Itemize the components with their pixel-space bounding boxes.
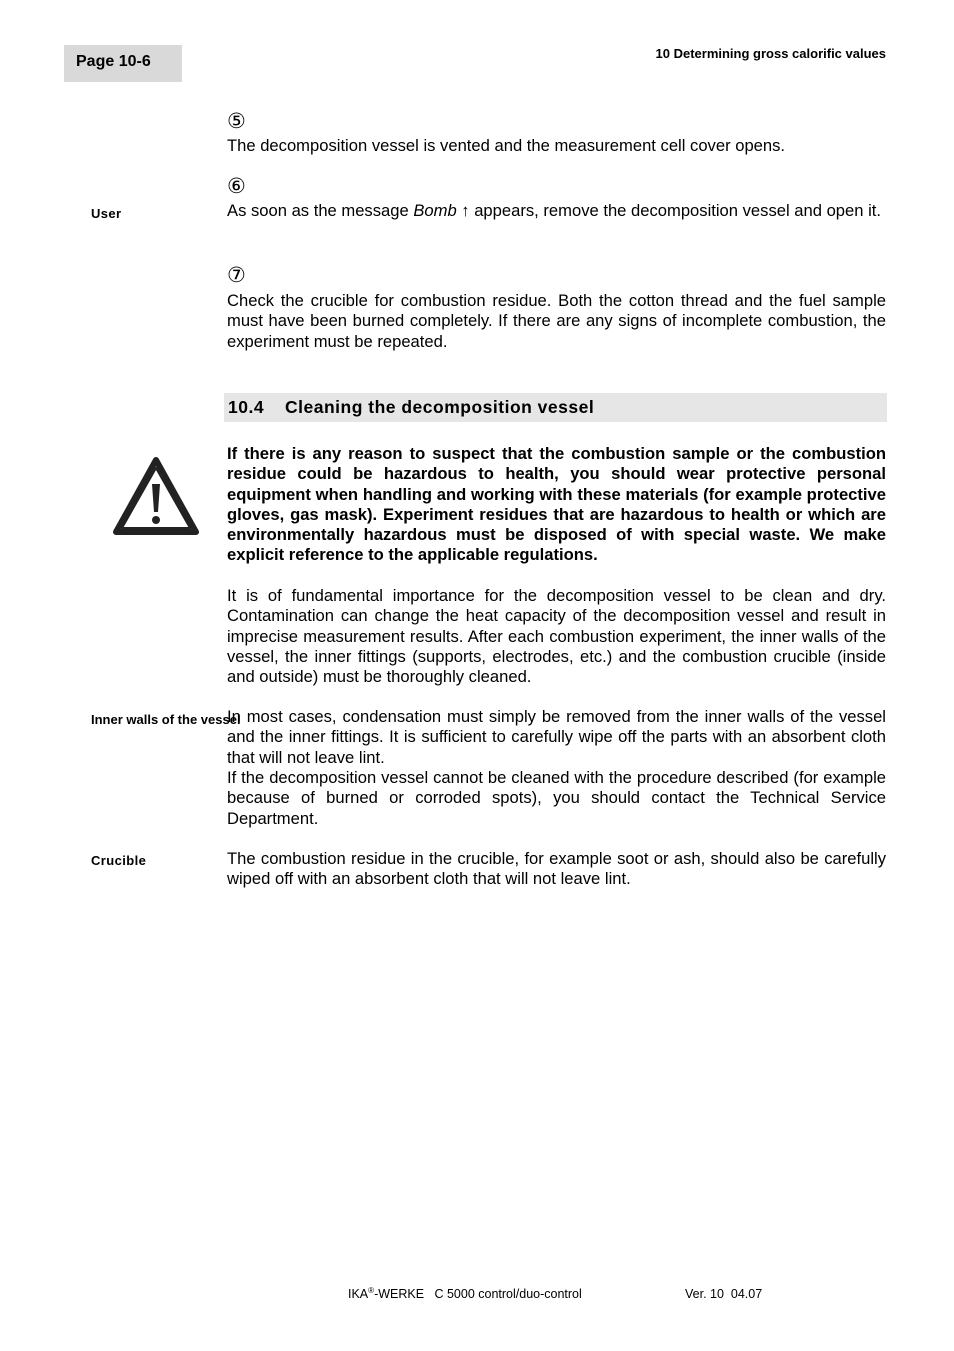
margin-label-crucible: Crucible <box>91 853 147 868</box>
page-number-tab: Page 10-6 <box>64 45 182 82</box>
step-6-text-before: As soon as the message <box>227 201 414 220</box>
section-number: 10.4 <box>228 397 265 417</box>
step-7-text: Check the crucible for combustion residue. Both the cotton thread and the fuel sample must have been burned completely. If there are any signs of incomplete combustion, the experiment must be repeated. <box>227 291 886 351</box>
step-marker-5: ⑤ <box>227 110 246 133</box>
footer-version: Ver. 10 04.07 <box>685 1287 763 1301</box>
step-marker-7: ⑦ <box>227 264 246 287</box>
warning-text: If there is any reason to suspect that the combustion sample or the combustion residue could be hazardous to health, you should wear protective personal equipment when handling and working with these materials (for example protective gloves, gas mask). Experiment residues that are hazardous to health or which are environmentally hazardous must be disposed of with special waste. We make explicit reference to the applicable regulations. <box>227 444 886 565</box>
step-6-text-after: ↑ appears, remove the decomposition vessel and open it. <box>456 201 881 220</box>
footer-product <box>348 1287 582 1301</box>
footer-product-name: -WERKE C 5000 control/duo-control <box>374 1287 582 1301</box>
crucible-text: The combustion residue in the crucible, for example soot or ash, should also be carefully wiped off with an absorbent cloth that will not leave lint. <box>227 849 886 889</box>
step-6-message: Bomb <box>413 201 457 220</box>
margin-label-inner-walls: Inner walls of the vessel <box>91 712 241 727</box>
section-heading <box>224 393 887 422</box>
cleaning-intro-text: It is of fundamental importance for the decomposition vessel to be clean and dry. Contamination can change the heat capacity of the decomposition vessel and result in imprecise measurement results. After each combustion experiment, the inner walls of the vessel, the inner fittings (supports, electrodes, etc.) and the combustion crucible (inside and outside) must be thoroughly cleaned. <box>227 586 886 687</box>
registered-mark: ® <box>368 1285 375 1295</box>
inner-walls-text: In most cases, condensation must simply be removed from the inner walls of the vessel and the inner fittings. It is sufficient to carefully wipe off the parts with an absorbent cloth that will not leave lint. <box>227 707 886 767</box>
step-marker-6: ⑥ <box>227 175 246 198</box>
section-title: Cleaning the decomposition vessel <box>285 397 595 417</box>
warning-triangle-icon <box>113 456 199 536</box>
service-text: If the decomposition vessel cannot be cleaned with the procedure described (for example because of burned or corroded spots), you should contact the Technical Service Department. <box>227 768 886 828</box>
footer-brand: IKA <box>348 1287 369 1301</box>
step-6-text <box>227 201 886 221</box>
margin-label-user: User <box>91 206 122 221</box>
chapter-title: 10 Determining gross calorific values <box>655 46 886 61</box>
step-5-text: The decomposition vessel is vented and the measurement cell cover opens. <box>227 136 786 155</box>
